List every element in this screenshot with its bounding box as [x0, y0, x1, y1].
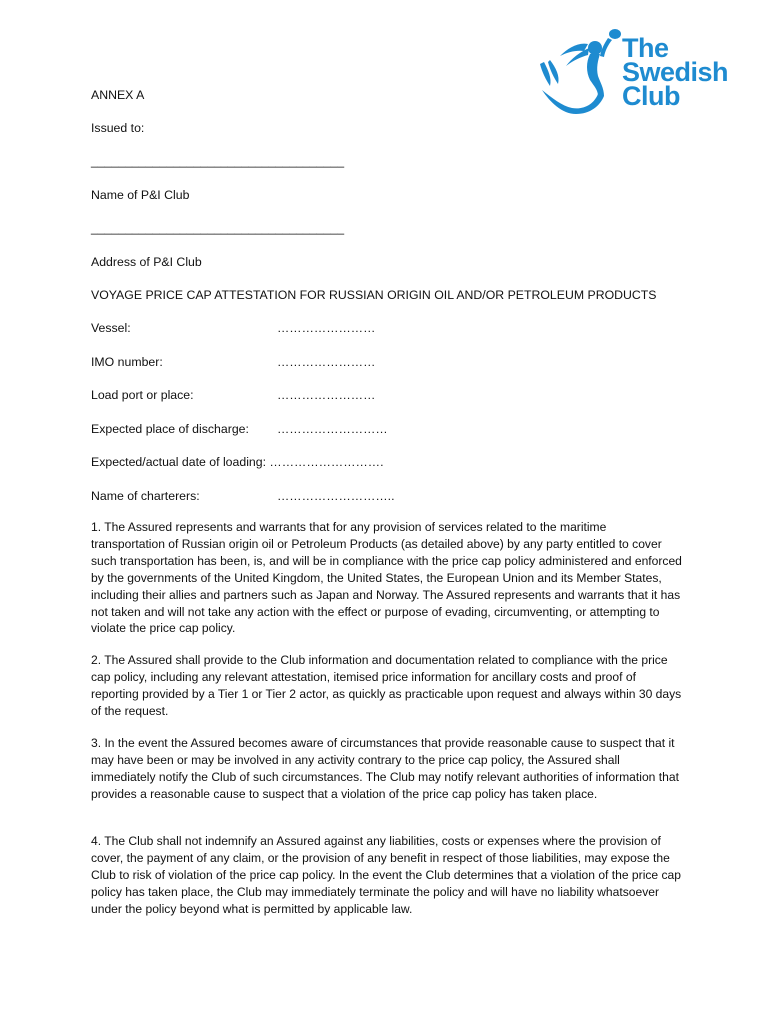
issued-to-label: Issued to:: [91, 121, 145, 135]
annex-title: ANNEX A: [91, 88, 145, 102]
vessel-value: ……………………: [277, 321, 376, 335]
logo-line-3: Club: [622, 81, 680, 111]
discharge-place-label: Expected place of discharge:: [91, 422, 249, 436]
imo-number-value: ……………………: [277, 355, 376, 369]
clause-1: 1. The Assured represents and warrants that for any provision of services related to the maritime transportation of Russian origin oil or Petroleum Products (as detailed above) by any party entitled to cover such transportation has been, is, and will be in compliance with the price cap policy administered and enforced by the governments of the United Kingdom, the United States, the European Union and its Member States, including their allies and partners such as Japan and Norway. The Assured represents and warrants that it has not taken and will not take any action with the effect or purpose of evading, circumventing, or attempting to violate the price cap policy.: [91, 520, 682, 636]
imo-number-label: IMO number:: [91, 355, 163, 369]
charterers-value: ………………………..: [277, 489, 395, 503]
charterers-label: Name of charterers:: [91, 489, 200, 503]
club-name-label: Name of P&I Club: [91, 188, 190, 202]
clause-2: 2. The Assured shall provide to the Club information and documentation related to compliance with the price cap policy, including any relevant attestation, itemised price information for ancillary costs and proof of reporting provided by a Tier 1 or Tier 2 actor, as quickly as practicable upon request and always within 30 days of the request.: [91, 653, 682, 718]
load-port-label: Load port or place:: [91, 388, 194, 402]
load-port-value: ……………………: [277, 388, 376, 402]
clause-3: 3. In the event the Assured becomes aware of circumstances that provide reasonable cause to suspect that it may have been or may be involved in any activity contrary to the price cap policy, the Assured shall immediately notify the Club of such circumstances. The Club may notify relevant authorities of information that provides a reasonable cause to suspect that a violation of the price cap policy has taken place.: [91, 736, 679, 801]
logo-line-2: Swedish: [622, 57, 729, 87]
logo-line-1: The: [622, 33, 669, 63]
loading-date-line: Expected/actual date of loading: ……………………….: [91, 455, 384, 469]
club-address-blank: _____________________________________: [91, 221, 345, 235]
club-address-label: Address of P&I Club: [91, 255, 202, 269]
vessel-label: Vessel:: [91, 321, 131, 335]
clause-4: 4. The Club shall not indemnify an Assured against any liabilities, costs or expenses where the provision of cover, the payment of any claim, or the provision of any benefit in respect of those liabilities, may expose the Club to risk of violation of the price cap policy. In the event the Club determines that a violation of the price cap policy has taken place, the Club may immediately terminate the policy and will have no liability whatsoever under the policy beyond what is permitted by applicable law.: [91, 834, 682, 916]
discharge-place-value: ………………………: [277, 422, 388, 436]
club-logo-text: [622, 33, 742, 111]
club-name-blank: _____________________________________: [91, 154, 345, 168]
attestation-heading: VOYAGE PRICE CAP ATTESTATION FOR RUSSIAN ORIGIN OIL AND/OR PETROLEUM PRODUCTS: [91, 288, 657, 302]
